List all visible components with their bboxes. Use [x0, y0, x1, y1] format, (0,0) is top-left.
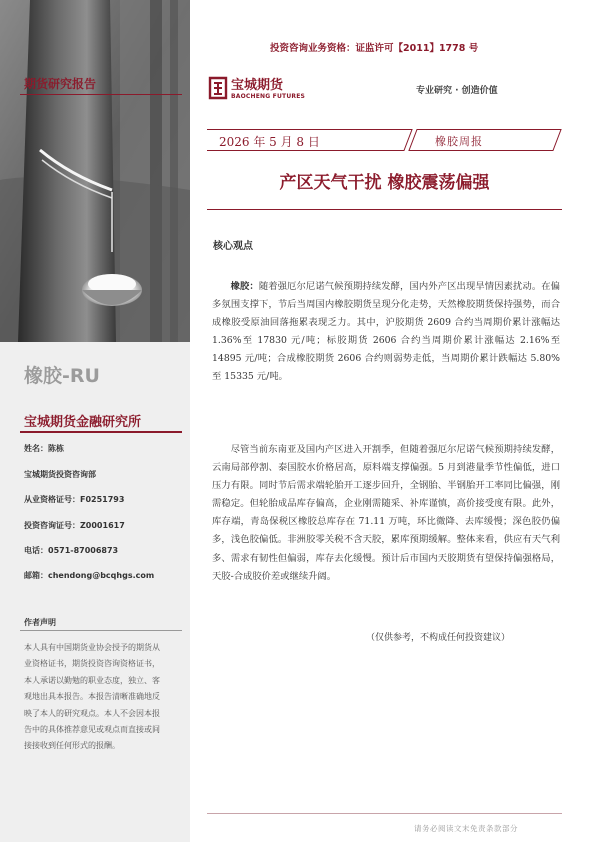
phone[interactable]: 电话：0571-87006873 — [24, 546, 119, 555]
footer-divider — [207, 813, 562, 814]
divider — [20, 431, 182, 433]
institute-name: 宝城期货金融研究所 — [24, 415, 142, 430]
cover-photo-rubber-tree — [0, 0, 190, 342]
declaration-text: 本人具有中国期货业协会授予的期货从业资格证书，期货投资咨询资格证书，本人承诺以勤勉的职业态度，独立、客观地出具本报告。本报告清晰准确地反映了本人的研究观点。本人不会因本报告中的具体推荐意见或观点而直接或间接接收到任何形式的报酬。 — [24, 643, 160, 751]
paragraph-analysis: 尽管当前东南亚及国内产区进入开割季，但随着强厄尔尼诺气候预期持续发酵，云南局部停割、泰国胶水价格居高，原料端支撑偏强。5 月到港量季节性偏低，进口压力有限。同时节后需求端轮胎开工逐步回升，全钢胎、半钢胎开工率同比偏强，刚需稳定。但轮胎成品库存偏高，企业刚需随采、补库谨慎，高价接受度有限。此外，库存端，青岛保税区橡胶总库存在 71.11 万吨，环比微降、去库缓慢；深色胶仍偏多，浅色胶偏低。非洲胶零关税不含天胶，累库预期缓解。整体来看，供应有天气利多、需求有韧性但偏弱，库存去化缓慢。预计后市国内天胶期货有望保持偏强格局，天胶-合成胶价差或继续升阔。 — [212, 444, 560, 582]
practice-license: 从业资格证号：F0251793 — [24, 495, 125, 504]
report-name: 橡胶周报 — [435, 135, 483, 148]
headline: 产区天气干扰 橡胶震荡偏强 — [279, 173, 490, 193]
date-bar — [207, 129, 562, 151]
report-date: 2026 年 5 月 8 日 — [219, 135, 320, 149]
consulting-license: 投资咨询证号：Z0001617 — [24, 521, 125, 530]
logo-text-cn: 宝城期货 — [231, 78, 284, 93]
declaration-title: 作者声明 — [24, 618, 56, 627]
email-link[interactable]: 邮箱：chendong@bcqhgs.com — [24, 571, 155, 580]
disclaimer: （仅供参考，不构成任何投资建议） — [366, 633, 511, 643]
divider — [207, 209, 562, 210]
paragraph-rubber — [212, 278, 560, 387]
variety-code: 橡胶-RU — [24, 365, 100, 387]
divider — [20, 630, 182, 631]
report-type: 期货研究报告 — [24, 77, 97, 91]
slogan: 专业研究 · 创造价值 — [416, 86, 498, 96]
logo-text-en: BAOCHENG FUTURES — [231, 93, 306, 100]
license-text: 投资咨询业务资格：证监许可【2011】1778 号 — [270, 43, 479, 54]
logo-mark-icon — [207, 74, 229, 102]
analyst-name: 姓名：陈栋 — [24, 444, 64, 453]
section-title: 核心观点 — [213, 241, 253, 252]
footer-note: 请务必阅读文末免责条款部分 — [414, 824, 518, 833]
company-logo — [207, 72, 337, 108]
divider — [20, 94, 182, 95]
paragraph-text: 随着强厄尔尼诺气候预期持续发酵，国内外产区出现旱情因素扰动。在偏多氛围支撑下，节后当周国内橡胶期货呈现分化走势，天然橡胶期货保持强势，而合成橡胶受原油回落拖累表现乏力。其中，沪胶期货 2609 合约当周期价累计涨幅达 1.36%至 17830 元/吨；标胶期货 2606 合约当周期价累计涨幅达 2.16%至 14895 元/吨；合成橡胶期货 2606 合约则弱势走低，当周期价累计跌幅达 5.80%至 15335 元/吨。 — [212, 281, 560, 383]
department: 宝城期货投资咨询部 — [24, 470, 96, 479]
rubber-tree-image — [0, 0, 190, 342]
paragraph-lead: 橡胶： — [230, 281, 259, 292]
sidebar — [0, 0, 190, 842]
